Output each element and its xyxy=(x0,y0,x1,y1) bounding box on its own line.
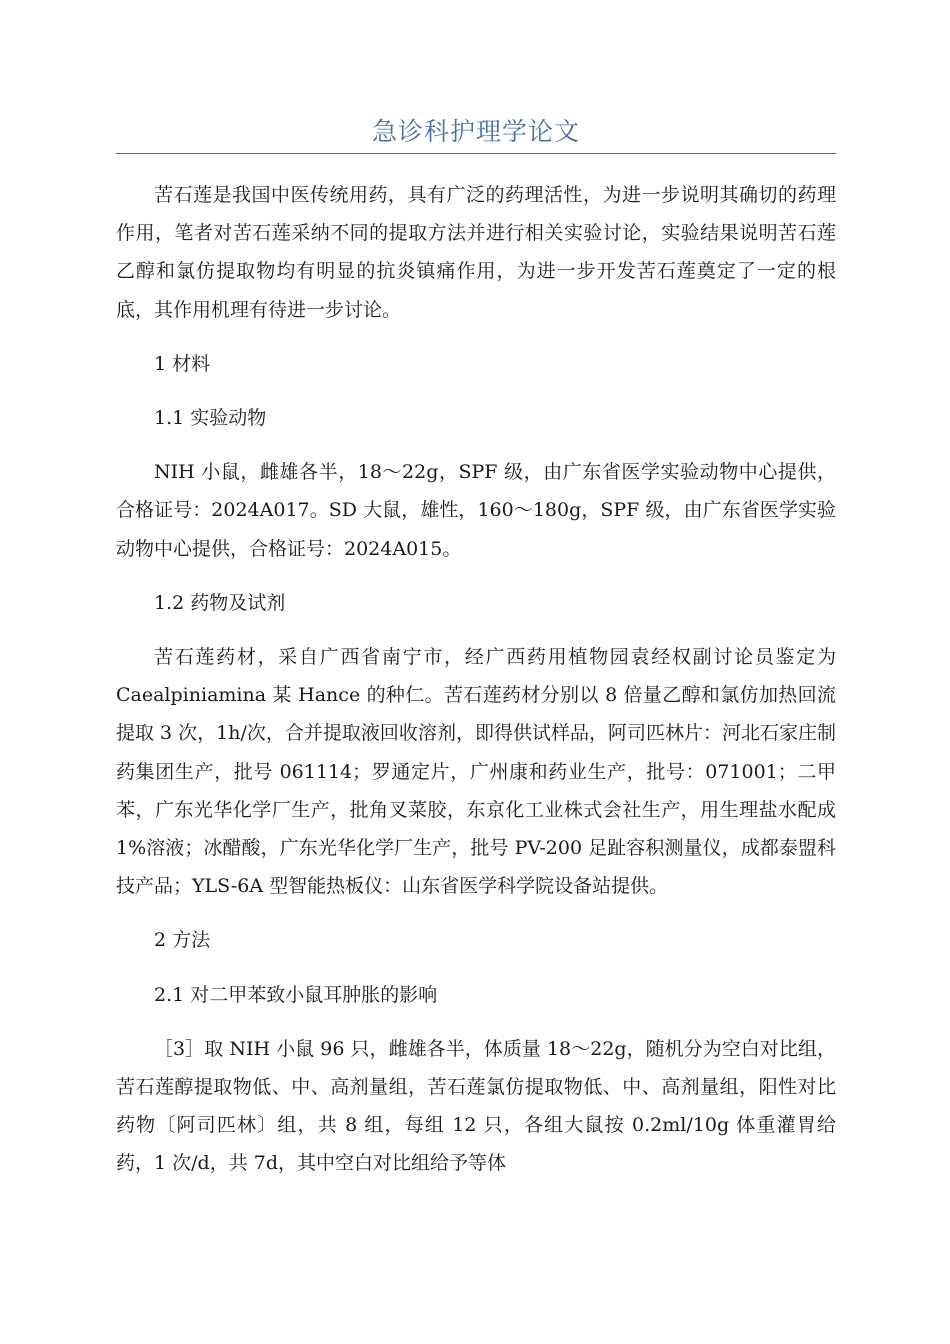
ear-swelling-paragraph: ［3］取 NIH 小鼠 96 只，雌雄各半，体质量 18～22g，随机分为空白对比组，苦石莲醇提取物低、中、高剂量组，苦石莲氯仿提取物低、中、高剂量组，阳性对比药物〔阿司匹林〕组，共 8 组，每组 12 只，各组大鼠按 0.2ml/10g 体重灌胃给药，1 次/d，共 7d，其中空白对比组给予等体 xyxy=(116,1037,836,1175)
section-heading-animals: 1.1 实验动物 xyxy=(154,407,267,430)
document-title: 急诊科护理学论文 xyxy=(371,117,580,146)
animals-paragraph: NIH 小鼠，雌雄各半，18～22g，SPF 级，由广东省医学实验动物中心提供，合格证号：2024A017。SD 大鼠，雄性，160～180g，SPF 级，由广东省医学实验动物中心提供，合格证号：2024A015。 xyxy=(116,461,836,560)
title-underline xyxy=(116,153,836,154)
section-heading-materials: 1 材料 xyxy=(154,352,211,375)
section-heading-drugs: 1.2 药物及试剂 xyxy=(154,591,286,614)
title-container xyxy=(116,112,836,152)
drugs-paragraph: 苦石莲药材，采自广西省南宁市，经广西药用植物园袁经权副讨论员鉴定为 Caealpiniamina 某 Hance 的种仁。苦石莲药材分别以 8 倍量乙醇和氯仿加热回流提取 3 次，1h/次，合并提取液回收溶剂，即得供试样品，阿司匹林片：河北石家庄制药集团生产，批号 061114；罗通定片，广州康和药业生产，批号：071001；二甲苯，广东光华化学厂生产，批角叉菜胶，东京化工业株式会社生产，用生理盐水配成 1%溶液；冰醋酸，广东光华化学厂生产，批号 PV-200 足趾容积测量仪，成都泰盟科技产品；YLS-6A 型智能热板仪：山东省医学科学院设备站提供。 xyxy=(116,646,836,898)
intro-paragraph: 苦石莲是我国中医传统用药，具有广泛的药理活性，为进一步说明其确切的药理作用，笔者对苦石莲采纳不同的提取方法并进行相关实验讨论，实验结果说明苦石莲乙醇和氯仿提取物均有明显的抗炎镇痛作用，为进一步开发苦石莲奠定了一定的根底，其作用机理有待进一步讨论。 xyxy=(116,184,836,321)
section-heading-ear-swelling: 2.1 对二甲苯致小鼠耳肿胀的影响 xyxy=(154,983,438,1006)
section-heading-methods: 2 方法 xyxy=(154,929,211,952)
document-body xyxy=(116,176,836,1183)
